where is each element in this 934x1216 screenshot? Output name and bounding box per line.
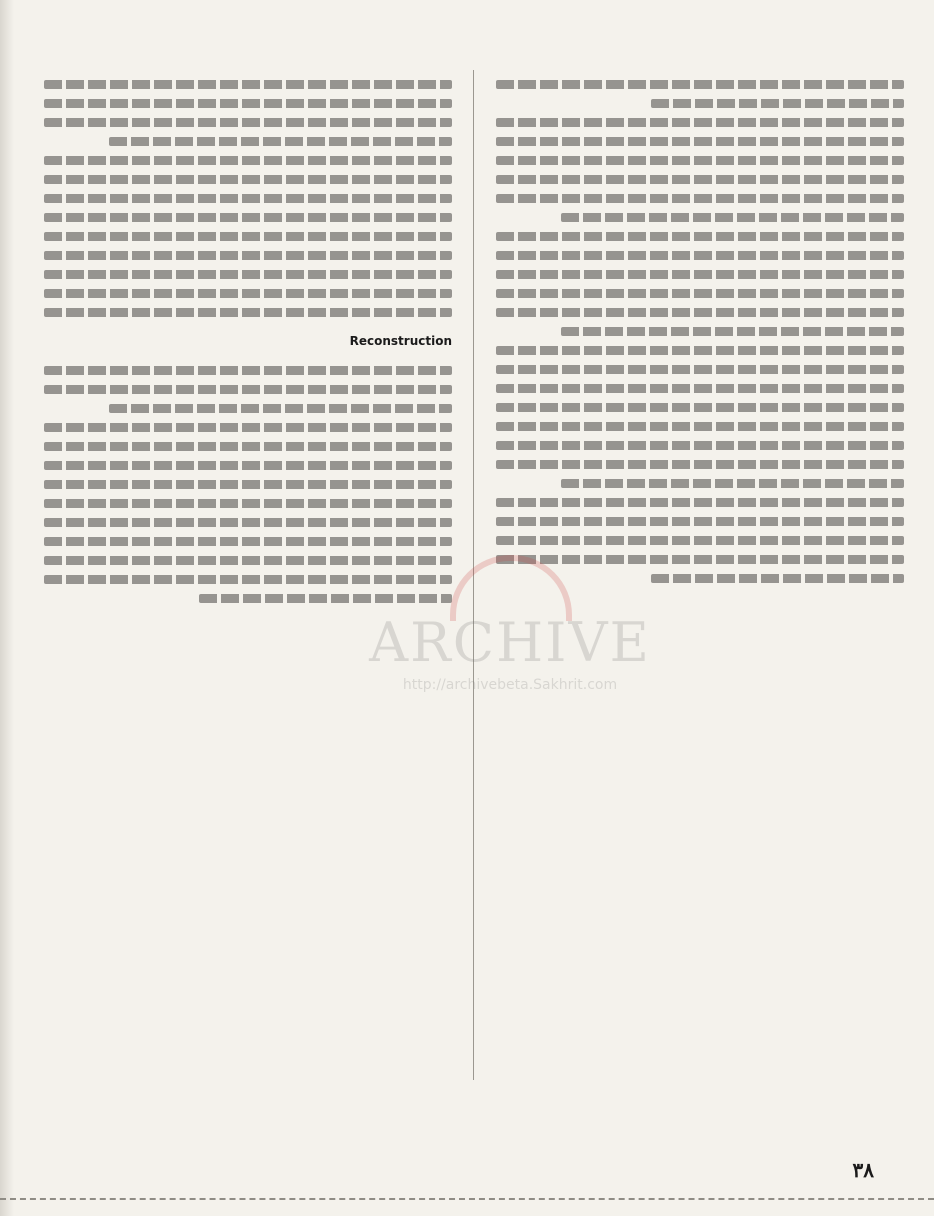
text-line <box>496 289 904 298</box>
text-line <box>496 384 904 393</box>
text-line <box>44 461 452 470</box>
text-line <box>44 556 452 565</box>
text-line <box>496 555 904 564</box>
text-line <box>44 575 452 584</box>
right-column <box>496 70 904 1080</box>
text-line <box>44 366 452 375</box>
text-line <box>44 385 452 394</box>
text-line <box>496 118 904 127</box>
text-line <box>651 99 904 108</box>
text-line <box>496 194 904 203</box>
text-line <box>44 270 452 279</box>
text-line <box>496 536 904 545</box>
text-line <box>561 213 904 222</box>
text-line <box>496 137 904 146</box>
watermark-text: ARCHIVE <box>369 611 651 674</box>
text-line <box>44 480 452 489</box>
page-number: ٣٨ <box>852 1158 874 1182</box>
text-line <box>44 423 452 432</box>
text-line <box>44 80 452 89</box>
text-line <box>44 442 452 451</box>
text-line <box>651 574 904 583</box>
text-line <box>496 251 904 260</box>
text-line <box>44 194 452 203</box>
inline-latin-term: Reconstruction <box>349 334 452 348</box>
text-line <box>496 498 904 507</box>
text-line <box>496 460 904 469</box>
text-line <box>496 517 904 526</box>
left-column <box>44 70 452 1080</box>
text-line <box>496 175 904 184</box>
text-line <box>496 422 904 431</box>
bottom-dashed-rule <box>0 1198 934 1200</box>
text-line <box>496 365 904 374</box>
text-line <box>109 137 452 146</box>
watermark-url: http://archivebeta.Sakhrit.com <box>402 677 618 693</box>
text-line <box>44 308 452 317</box>
text-line <box>496 403 904 412</box>
text-line <box>44 518 452 527</box>
text-line <box>44 99 452 108</box>
text-line <box>496 270 904 279</box>
text-line <box>561 327 904 336</box>
text-line <box>44 232 452 241</box>
text-line <box>44 537 452 546</box>
text-line <box>496 308 904 317</box>
text-line <box>44 213 452 222</box>
text-columns <box>44 70 904 1080</box>
scan-edge <box>0 0 14 1216</box>
text-line <box>44 251 452 260</box>
column-divider <box>473 70 474 1080</box>
text-line <box>44 289 452 298</box>
text-line <box>109 404 452 413</box>
text-line <box>561 479 904 488</box>
text-line <box>496 80 904 89</box>
text-line <box>496 156 904 165</box>
text-line <box>44 156 452 165</box>
text-line-with-term <box>44 327 452 356</box>
text-line <box>199 594 452 603</box>
text-line <box>44 499 452 508</box>
text-line <box>496 232 904 241</box>
text-line <box>496 441 904 450</box>
text-line <box>44 118 452 127</box>
text-line <box>44 175 452 184</box>
text-line <box>496 346 904 355</box>
